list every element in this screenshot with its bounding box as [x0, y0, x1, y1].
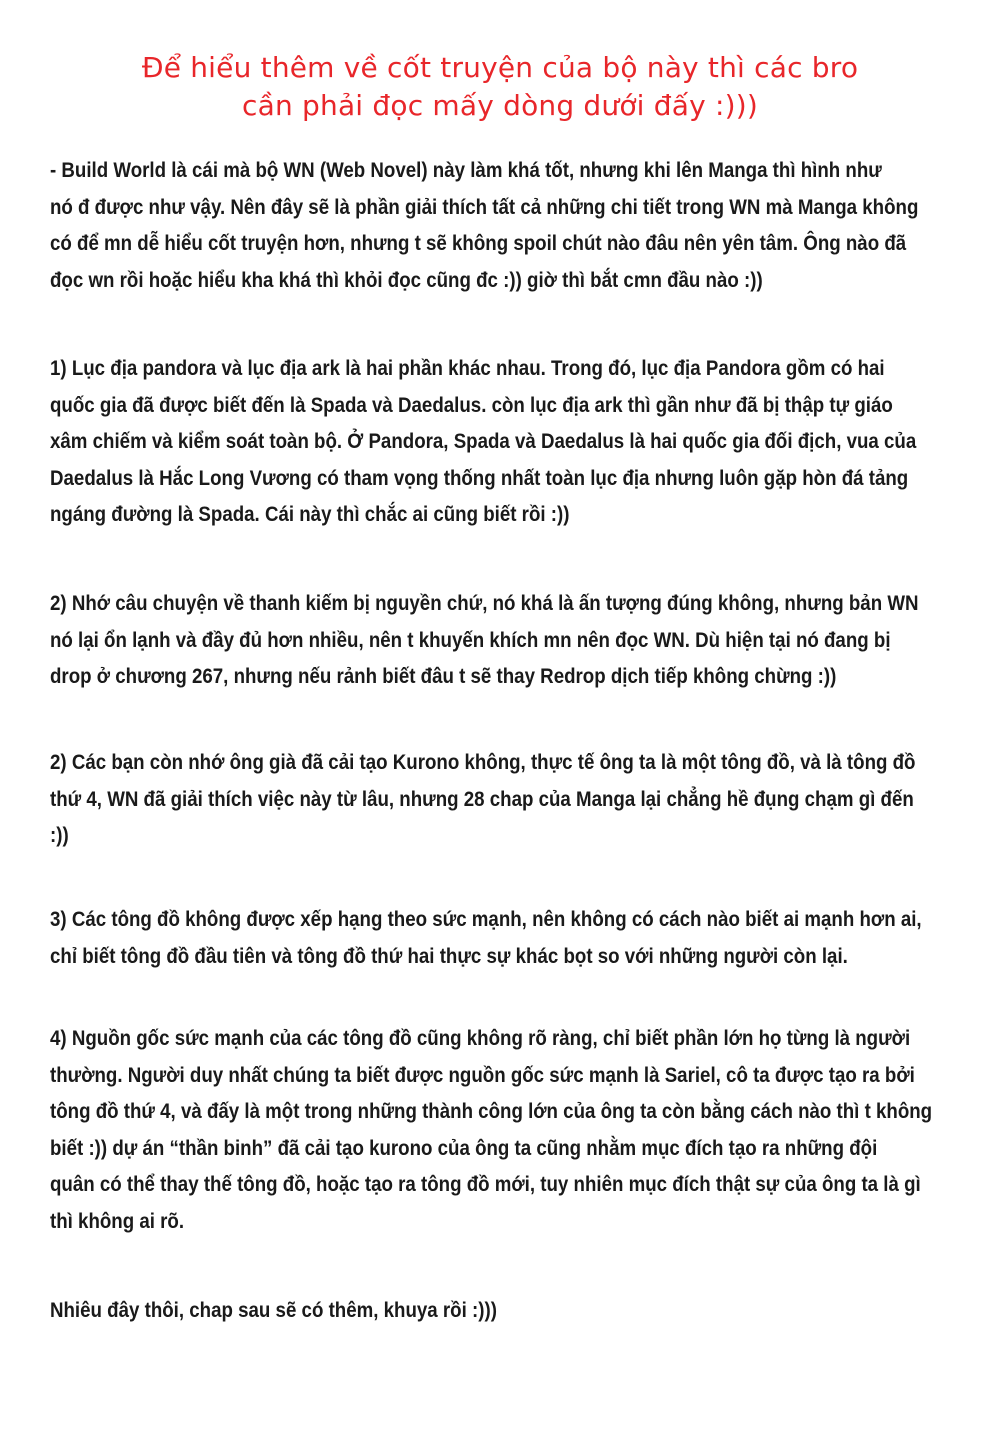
text-line: tông đồ thứ 4, và đấy là một trong những thành công lớn của ông ta còn bằng cách nào thì t không [50, 1099, 933, 1123]
paragraph-point-3 [50, 901, 922, 974]
paragraph-closing [50, 1292, 837, 1329]
paragraph-point-1 [50, 350, 917, 533]
text-line: quân có thể thay thế tông đồ, hoặc tạo ra tông đồ mới, tuy nhiên mục đích thật sự của ông ta là gì [50, 1172, 921, 1196]
paragraph-intro [50, 152, 919, 298]
text-line: quốc gia đã được biết đến là Spada và Daedalus. còn lục địa ark thì gần như đã bị thập tự giáo [50, 392, 893, 417]
paragraph-point-4 [50, 1020, 933, 1239]
text-line: 2) Các bạn còn nhớ ông già đã cải tạo Kurono không, thực tế ông ta là một tông đồ, và là tông đồ [50, 750, 916, 774]
text-line: 3) Các tông đồ không được xếp hạng theo sức mạnh, nên không có cách nào biết ai mạnh hơn ai, [50, 907, 922, 931]
paragraph-point-2a [50, 585, 919, 695]
text-line: xâm chiếm và kiểm soát toàn bộ. Ở Pandora, Spada và Daedalus là hai quốc gia đối địch, vua của [50, 429, 917, 453]
text-line: Daedalus là Hắc Long Vương có tham vọng thống nhất toàn lục địa nhưng luôn gặp hòn đá tảng [50, 465, 909, 490]
text-line: nó lại ổn lạnh và đầy đủ hơn nhiều, nên t khuyến khích mn nên đọc WN. Dù hiện tại nó đang bị [50, 627, 891, 652]
text-line: chỉ biết tông đồ đầu tiên và tông đồ thứ hai thực sự khác bọt so với những người còn lại. [50, 943, 848, 968]
text-line: thường. Người duy nhất chúng ta biết được nguồn gốc sức mạnh là Sariel, cô ta được tạo ra bởi [50, 1062, 915, 1087]
text-line: drop ở chương 267, nhưng nếu rảnh biết đâu t sẽ thay Redrop dịch tiếp không chừng :)) [50, 664, 837, 688]
text-line: đọc wn rồi hoặc hiểu kha khá thì khỏi đọc cũng đc :)) giờ thì bắt cmn đầu nào :)) [50, 267, 763, 292]
text-line: có để mn dễ hiểu cốt truyện hơn, nhưng t sẽ không spoil chút nào đâu nên yên tâm. Ông nào đã [50, 231, 907, 255]
text-line: ngáng đường là Spada. Cái này thì chắc ai cũng biết rồi :)) [50, 502, 570, 526]
text-line: 2) Nhớ câu chuyện về thanh kiếm bị nguyền chứ, nó khá là ấn tượng đúng không, nhưng bản WN [50, 591, 919, 615]
text-line: :)) [50, 823, 69, 847]
page-heading-line-1: Để hiểu thêm về cốt truyện của bộ này thì các bro [141, 51, 859, 84]
text-line: biết :)) dự án “thần binh” đã cải tạo kurono của ông ta cũng nhằm mục đích tạo ra những đội [50, 1135, 878, 1160]
text-line: thứ 4, WN đã giải thích việc này từ lâu, nhưng 28 chap của Manga lại chẳng hề đụng chạm gì đến [50, 786, 914, 811]
text-line: Nhiêu đây thôi, chap sau sẽ có thêm, khuya rồi :))) [50, 1298, 497, 1322]
page-heading-line-2: cần phải đọc mấy dòng dưới đấy :))) [242, 89, 758, 122]
text-line: thì không ai rõ. [50, 1208, 185, 1233]
text-line: 4) Nguồn gốc sức mạnh của các tông đồ cũng không rõ ràng, chỉ biết phần lớn họ từng là người [50, 1026, 911, 1050]
text-line: 1) Lục địa pandora và lục địa ark là hai phần khác nhau. Trong đó, lục địa Pandora gồm có hai [50, 356, 885, 380]
text-line: - Build World là cái mà bộ WN (Web Novel) này làm khá tốt, nhưng khi lên Manga thì hình như [50, 158, 882, 182]
text-line: nó đ được như vậy. Nên đây sẽ là phần giải thích tất cả những chi tiết trong WN mà Manga không [50, 194, 919, 219]
paragraph-point-2b [50, 744, 916, 854]
